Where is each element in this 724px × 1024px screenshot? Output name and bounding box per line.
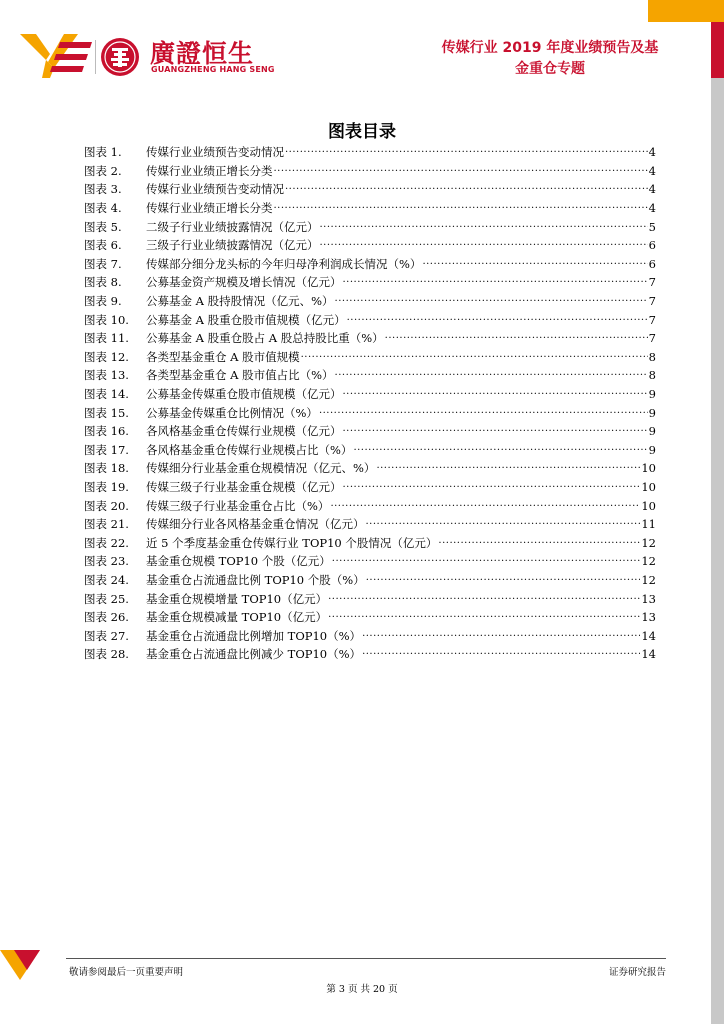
toc-entry-leader [328, 597, 640, 607]
toc-entry-page: 10 [641, 461, 656, 476]
toc-entry-leader [343, 485, 641, 495]
toc-entry[interactable] [84, 329, 656, 348]
toc-entry[interactable] [84, 255, 656, 274]
toc-entry-text: 基金重仓占流通盘比例增加 TOP10（%） [146, 628, 362, 643]
footer-page-number: 第 3 页 共 20 页 [326, 984, 398, 995]
header-corner-red-bar [711, 22, 724, 78]
report-title-line-1: 传媒行业 2019 年度业绩预告及基 [441, 40, 659, 56]
toc-entry-number: 图表 21. [84, 517, 129, 532]
toc-entry-text: 近 5 个季度基金重仓传媒行业 TOP10 个股情况（亿元） [146, 535, 438, 550]
toc-entry[interactable] [84, 292, 656, 311]
toc-entry[interactable] [84, 533, 656, 552]
toc-entry-number: 图表 22. [84, 535, 129, 550]
toc-entry-page: 10 [641, 498, 656, 513]
toc-entry-page: 7 [648, 331, 656, 346]
toc-entry-leader [328, 615, 640, 625]
toc-entry-leader [274, 206, 648, 216]
footer-report-type: 证券研究报告 [608, 967, 666, 978]
toc-entry-page: 12 [641, 572, 656, 587]
toc-entry-text: 传媒细分行业基金重仓规模情况（亿元、%） [146, 461, 376, 476]
toc-entry-number: 图表 3. [84, 182, 122, 197]
toc-entry[interactable] [84, 422, 656, 441]
toc-entry-leader [362, 634, 640, 644]
toc-entry[interactable] [84, 366, 656, 385]
toc-entry-number: 图表 2. [84, 163, 122, 178]
toc-entry-number: 图表 4. [84, 201, 122, 216]
toc-entry-page: 4 [648, 201, 656, 216]
toc-entry-text: 传媒行业业绩正增长分类 [146, 201, 273, 216]
toc-entry-text: 公募基金 A 股持股情况（亿元、%） [146, 294, 334, 309]
toc-entry-number: 图表 25. [84, 591, 129, 606]
toc-entry-text: 各类型基金重仓 A 股市值规模 [146, 349, 300, 364]
toc-entry-page: 10 [641, 479, 656, 494]
toc-entry-page: 14 [641, 628, 656, 643]
toc-entry-page: 9 [648, 424, 656, 439]
toc-entry-number: 图表 15. [84, 405, 129, 420]
toc-entry-text: 公募基金资产规模及增长情况（亿元） [146, 275, 342, 290]
toc-entry-page: 7 [648, 275, 656, 290]
toc-entry[interactable] [84, 217, 656, 236]
toc-entry-page: 8 [648, 368, 656, 383]
toc-entry-number: 图表 12. [84, 349, 129, 364]
toc-entry-leader [335, 373, 648, 383]
toc-entry-text: 三级子行业业绩披露情况（亿元） [146, 238, 319, 253]
toc-entry-page: 4 [648, 163, 656, 178]
toc-entry-page: 14 [641, 647, 656, 662]
toc-entry-leader [366, 578, 641, 588]
toc-entry-leader [343, 429, 648, 439]
toc-entry-leader [332, 559, 641, 569]
toc-entry[interactable] [84, 496, 656, 515]
toc-entry-leader [366, 522, 641, 532]
footer-disclaimer: 敬请参阅最后一页重要声明 [69, 967, 184, 978]
toc-entry-number: 图表 16. [84, 424, 129, 439]
header-corner-accent [648, 0, 724, 22]
footer-divider [66, 958, 666, 959]
toc-entry-page: 13 [641, 610, 656, 625]
right-margin-stripe [711, 78, 724, 1024]
toc-entry-text: 公募基金 A 股重仓股占 A 股总持股比重（%） [146, 331, 384, 346]
brand-name-en: GUANGZHENG HANG SENG [151, 65, 275, 74]
toc-entry-page: 4 [648, 182, 656, 197]
toc-entry-page: 12 [641, 535, 656, 550]
toc-entry[interactable] [84, 180, 656, 199]
toc-entry-text: 公募基金 A 股重仓股市值规模（亿元） [146, 312, 346, 327]
toc-entry-leader [422, 262, 647, 272]
toc-entry-page: 9 [648, 442, 656, 457]
toc-entry-text: 基金重仓规模增量 TOP10（亿元） [146, 591, 328, 606]
toc-entry-page: 4 [648, 145, 656, 160]
toc-entry-page: 12 [641, 554, 656, 569]
ye-logo-icon [20, 34, 92, 78]
toc-entry-leader [335, 299, 648, 309]
toc-entry-number: 图表 6. [84, 238, 122, 253]
toc-entry-number: 图表 11. [84, 331, 129, 346]
toc-entry-text: 传媒细分行业各风格基金重仓情况（亿元） [146, 517, 365, 532]
toc-entry-page: 9 [648, 405, 656, 420]
toc-entry-number: 图表 28. [84, 647, 129, 662]
toc-entry-number: 图表 7. [84, 256, 122, 271]
toc-entry-leader [285, 150, 648, 160]
toc-entry-text: 传媒行业业绩预告变动情况 [146, 182, 284, 197]
footer-triangle-icon [0, 950, 40, 980]
toc-entry-text: 各风格基金重仓传媒行业规模（亿元） [146, 424, 342, 439]
toc-entry[interactable] [84, 645, 656, 664]
toc-entry-page: 5 [648, 219, 656, 234]
toc-entry[interactable] [84, 552, 656, 571]
toc-entry-number: 图表 13. [84, 368, 129, 383]
toc-entry-leader [343, 280, 648, 290]
report-title-line-2: 金重仓专题 [515, 61, 585, 77]
toc-entry[interactable] [84, 515, 656, 534]
toc-entry-text: 基金重仓规模减量 TOP10（亿元） [146, 610, 328, 625]
toc-entry-number: 图表 9. [84, 294, 122, 309]
toc-entry-page: 6 [648, 238, 656, 253]
toc-entry-number: 图表 17. [84, 442, 129, 457]
seal-logo-icon [100, 37, 140, 77]
toc-entry-text: 传媒三级子行业基金重仓占比（%） [146, 498, 330, 513]
toc-entry-number: 图表 20. [84, 498, 129, 513]
toc-entry-page: 7 [648, 312, 656, 327]
toc-entry-number: 图表 27. [84, 628, 129, 643]
toc-entry[interactable] [84, 273, 656, 292]
toc-entry[interactable] [84, 236, 656, 255]
toc-entry[interactable] [84, 459, 656, 478]
toc-entry-text: 公募基金传媒重仓比例情况（%） [146, 405, 318, 420]
toc-entry-text: 基金重仓规模 TOP10 个股（亿元） [146, 554, 331, 569]
toc-entry-leader [285, 187, 648, 197]
toc-entry-text: 二级子行业业绩披露情况（亿元） [146, 219, 319, 234]
toc-entry[interactable] [84, 403, 656, 422]
toc-title: 图表目录 [328, 122, 396, 142]
toc-entry-leader [438, 541, 640, 551]
toc-entry-page: 11 [641, 517, 656, 532]
toc-entry-leader [320, 243, 648, 253]
toc-entry-leader [385, 336, 648, 346]
toc-entry-number: 图表 26. [84, 610, 129, 625]
toc-entry-leader [319, 411, 648, 421]
figure-list [84, 143, 656, 664]
toc-entry[interactable] [84, 162, 656, 181]
toc-entry-text: 传媒行业业绩预告变动情况 [146, 145, 284, 160]
toc-entry-leader [376, 466, 640, 476]
toc-entry-page: 9 [648, 387, 656, 402]
toc-entry-page: 13 [641, 591, 656, 606]
toc-entry[interactable] [84, 199, 656, 218]
toc-entry-number: 图表 5. [84, 219, 122, 234]
toc-entry[interactable] [84, 385, 656, 404]
toc-entry-leader [353, 448, 647, 458]
toc-entry-text: 各类型基金重仓 A 股市值占比（%） [146, 368, 334, 383]
toc-entry-page: 7 [648, 294, 656, 309]
toc-entry-number: 图表 19. [84, 479, 129, 494]
toc-entry-leader [320, 225, 648, 235]
toc-entry-text: 传媒部分细分龙头标的今年归母净利润成长情况（%） [146, 256, 422, 271]
toc-entry[interactable] [84, 310, 656, 329]
toc-entry-page: 8 [648, 349, 656, 364]
toc-entry-leader [347, 318, 648, 328]
toc-entry[interactable] [84, 478, 656, 497]
report-title [400, 38, 700, 80]
toc-entry-text: 基金重仓占流通盘比例 TOP10 个股（%） [146, 572, 365, 587]
toc-entry[interactable] [84, 143, 656, 162]
toc-entry-number: 图表 24. [84, 572, 129, 587]
toc-entry-number: 图表 1. [84, 145, 122, 160]
toc-entry-leader [301, 355, 648, 365]
toc-entry[interactable] [84, 441, 656, 460]
brand-name-cn: 廣證恒生 [150, 39, 255, 68]
toc-entry-text: 传媒三级子行业基金重仓规模（亿元） [146, 479, 342, 494]
toc-entry-leader [343, 392, 648, 402]
toc-entry-text: 公募基金传媒重仓股市值规模（亿元） [146, 387, 342, 402]
toc-entry-text: 基金重仓占流通盘比例减少 TOP10（%） [146, 647, 362, 662]
logo-divider [95, 40, 96, 74]
toc-entry-number: 图表 18. [84, 461, 129, 476]
toc-entry[interactable] [84, 571, 656, 590]
toc-entry-number: 图表 8. [84, 275, 122, 290]
toc-entry-leader [274, 169, 648, 179]
toc-entry-text: 传媒行业业绩正增长分类 [146, 163, 273, 178]
toc-entry-leader [362, 652, 640, 662]
toc-entry-number: 图表 23. [84, 554, 129, 569]
toc-entry-leader [330, 504, 640, 514]
toc-entry[interactable] [84, 348, 656, 367]
toc-entry-page: 6 [648, 256, 656, 271]
toc-entry[interactable] [84, 608, 656, 627]
toc-entry[interactable] [84, 589, 656, 608]
toc-entry-text: 各风格基金重仓传媒行业规模占比（%） [146, 442, 353, 457]
toc-entry[interactable] [84, 626, 656, 645]
toc-entry-number: 图表 10. [84, 312, 129, 327]
toc-entry-number: 图表 14. [84, 387, 129, 402]
